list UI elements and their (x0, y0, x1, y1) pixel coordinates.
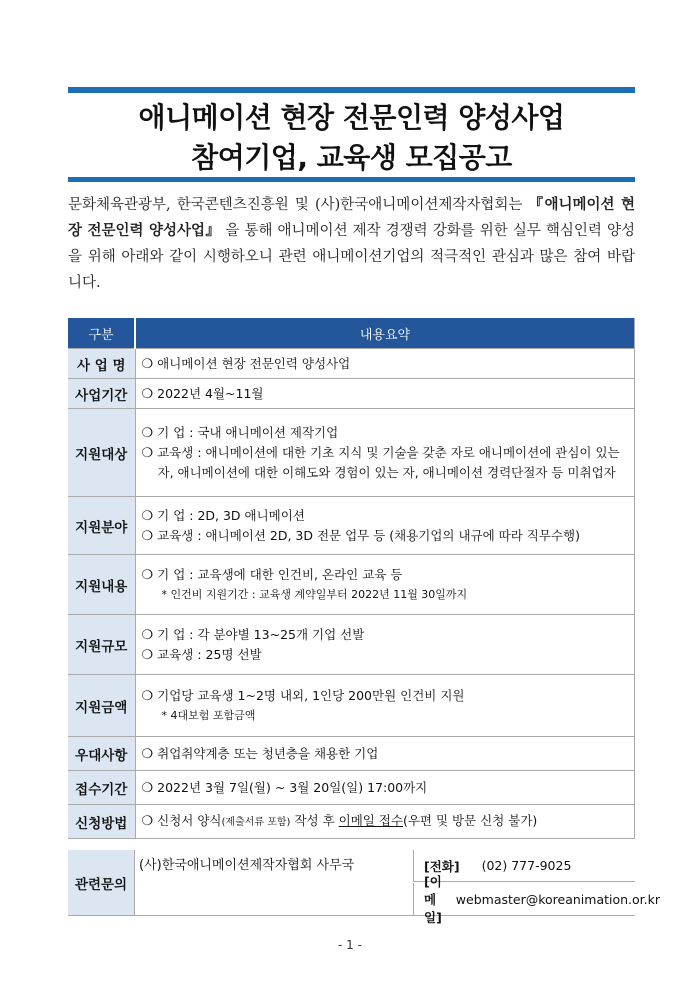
row-content (135, 805, 635, 839)
bullet-icon: ❍ (141, 746, 154, 762)
row-label: 사 업 명 (68, 349, 135, 379)
intro-paragraph (68, 192, 635, 296)
table-header-row (68, 318, 635, 349)
row-label: 지원분야 (68, 497, 135, 555)
bullet-icon: ❍ (141, 689, 154, 704)
row-content (135, 737, 635, 771)
header-category: 구분 (68, 318, 135, 349)
row-text: 작성 후 (290, 813, 339, 828)
row-text: 신청서 양식 (157, 813, 222, 828)
email-address[interactable]: webmaster@koreanimation.or.kr (455, 891, 661, 907)
row-content (135, 615, 635, 675)
bullet-icon: ❍ (141, 446, 154, 461)
top-rule (68, 87, 635, 93)
row-text: 2022년 3월 7일(월) ~ 3월 20일(일) 17:00까지 (157, 779, 428, 795)
bullet-icon: ❍ (141, 528, 154, 544)
email-submit-text: 이메일 접수 (338, 813, 403, 828)
row-label: 우대사항 (68, 737, 135, 771)
bullet-icon: ❍ (141, 568, 154, 583)
intro-text-b: 을 통해 애니메이션 제작 경쟁력 강화를 위한 실무 핵심인력 양성을 위해 아래와 같이 시행하오니 관련 애니메이션기업의 적극적인 관심과 많은 참여 바랍니다. (68, 223, 635, 291)
phone-number[interactable]: (02) 777-9025 (481, 858, 572, 873)
table-row (68, 497, 635, 555)
row-text: 애니메이션 현장 전문인력 양성사업 (157, 355, 351, 371)
table-row (68, 379, 635, 409)
table-row (68, 737, 635, 771)
row-text: (우편 및 방문 신청 불가) (402, 813, 538, 828)
page-title-line1: 애니메이션 현장 전문인력 양성사업 (138, 101, 565, 134)
table-row (68, 771, 635, 805)
contact-label: 관련문의 (68, 850, 135, 915)
header-summary: 내용요약 (135, 318, 635, 349)
table-row (68, 615, 635, 675)
phone-label: [전화] (424, 858, 460, 874)
bullet-icon: ❍ (141, 356, 154, 372)
row-text: 기 업 : 2D, 3D 애니메이션 (157, 507, 305, 523)
row-text: 취업취약계층 또는 청년층을 채용한 기업 (157, 745, 379, 761)
table-row (68, 349, 635, 379)
row-label: 지원금액 (68, 675, 135, 737)
table-row (68, 555, 635, 615)
table-row (68, 675, 635, 737)
page-number: - 1 - (338, 938, 362, 952)
row-content (135, 771, 635, 805)
bullet-icon: ❍ (141, 426, 154, 441)
row-label: 접수기간 (68, 771, 135, 805)
contact-section (68, 850, 661, 925)
table-row (68, 805, 635, 839)
row-content (135, 409, 635, 497)
intro-bold: 『애니메이션 현장 전문인력 양성사업』 (68, 196, 636, 239)
row-content (135, 497, 635, 555)
bullet-icon: ❍ (141, 647, 154, 663)
row-text: 2022년 4월~11월 (157, 385, 264, 401)
row-label: 사업기간 (68, 379, 135, 409)
row-label: 지원규모 (68, 615, 135, 675)
email-label: [이메일] (424, 874, 442, 925)
bullet-icon: ❍ (141, 386, 154, 402)
contact-org: (사)한국애니메이션제작자협회 사무국 (139, 858, 355, 873)
row-content (135, 349, 635, 379)
row-text: 교육생 : 애니메이션에 대한 기초 지식 및 기술을 갖춘 자로 애니메이션에 관심이 있는 자, 애니메이션에 대한 이해도와 경험이 있는 자, 애니메이션 경력단절자 등 미취업자 (157, 445, 620, 480)
summary-table (68, 318, 635, 839)
row-text: 기 업 : 국내 애니메이션 제작기업 (157, 425, 339, 440)
row-text: 교육생 : 25명 선발 (157, 646, 262, 662)
bullet-icon: ❍ (141, 627, 154, 643)
table-row (68, 409, 635, 497)
row-content (135, 555, 635, 615)
contact-phone-row (413, 850, 635, 882)
contact-email-row (413, 874, 661, 925)
bottom-rule (68, 177, 635, 182)
row-text: 기 업 : 교육생에 대한 인건비, 온라인 교육 등 (157, 567, 403, 582)
row-note: * 4대보험 포함금액 (161, 709, 256, 722)
row-content (135, 675, 635, 737)
row-small-text: (제출서류 포함) (221, 817, 291, 828)
row-label: 지원내용 (68, 555, 135, 615)
bullet-icon: ❍ (141, 780, 154, 796)
row-text: 교육생 : 애니메이션 2D, 3D 전문 업무 등 (채용기업의 내규에 따라 직무수행) (157, 527, 580, 543)
page-title-line2: 참여기업, 교육생 모집공고 (191, 141, 512, 174)
intro-text-a: 문화체육관광부, 한국콘텐츠진흥원 및 (사)한국애니메이션제작자협회는 (68, 197, 523, 213)
row-label: 지원대상 (68, 409, 135, 497)
bullet-icon: ❍ (141, 508, 154, 524)
row-content (135, 379, 635, 409)
row-text: 기업당 교육생 1~2명 내외, 1인당 200만원 인건비 지원 (157, 688, 465, 703)
row-note: * 인건비 지원기간 : 교육생 계약일부터 2022년 11월 30일까지 (161, 588, 468, 601)
bullet-icon: ❍ (141, 814, 154, 829)
row-label: 신청방법 (68, 805, 135, 839)
row-text: 기 업 : 각 분야별 13~25개 기업 선발 (157, 626, 365, 642)
